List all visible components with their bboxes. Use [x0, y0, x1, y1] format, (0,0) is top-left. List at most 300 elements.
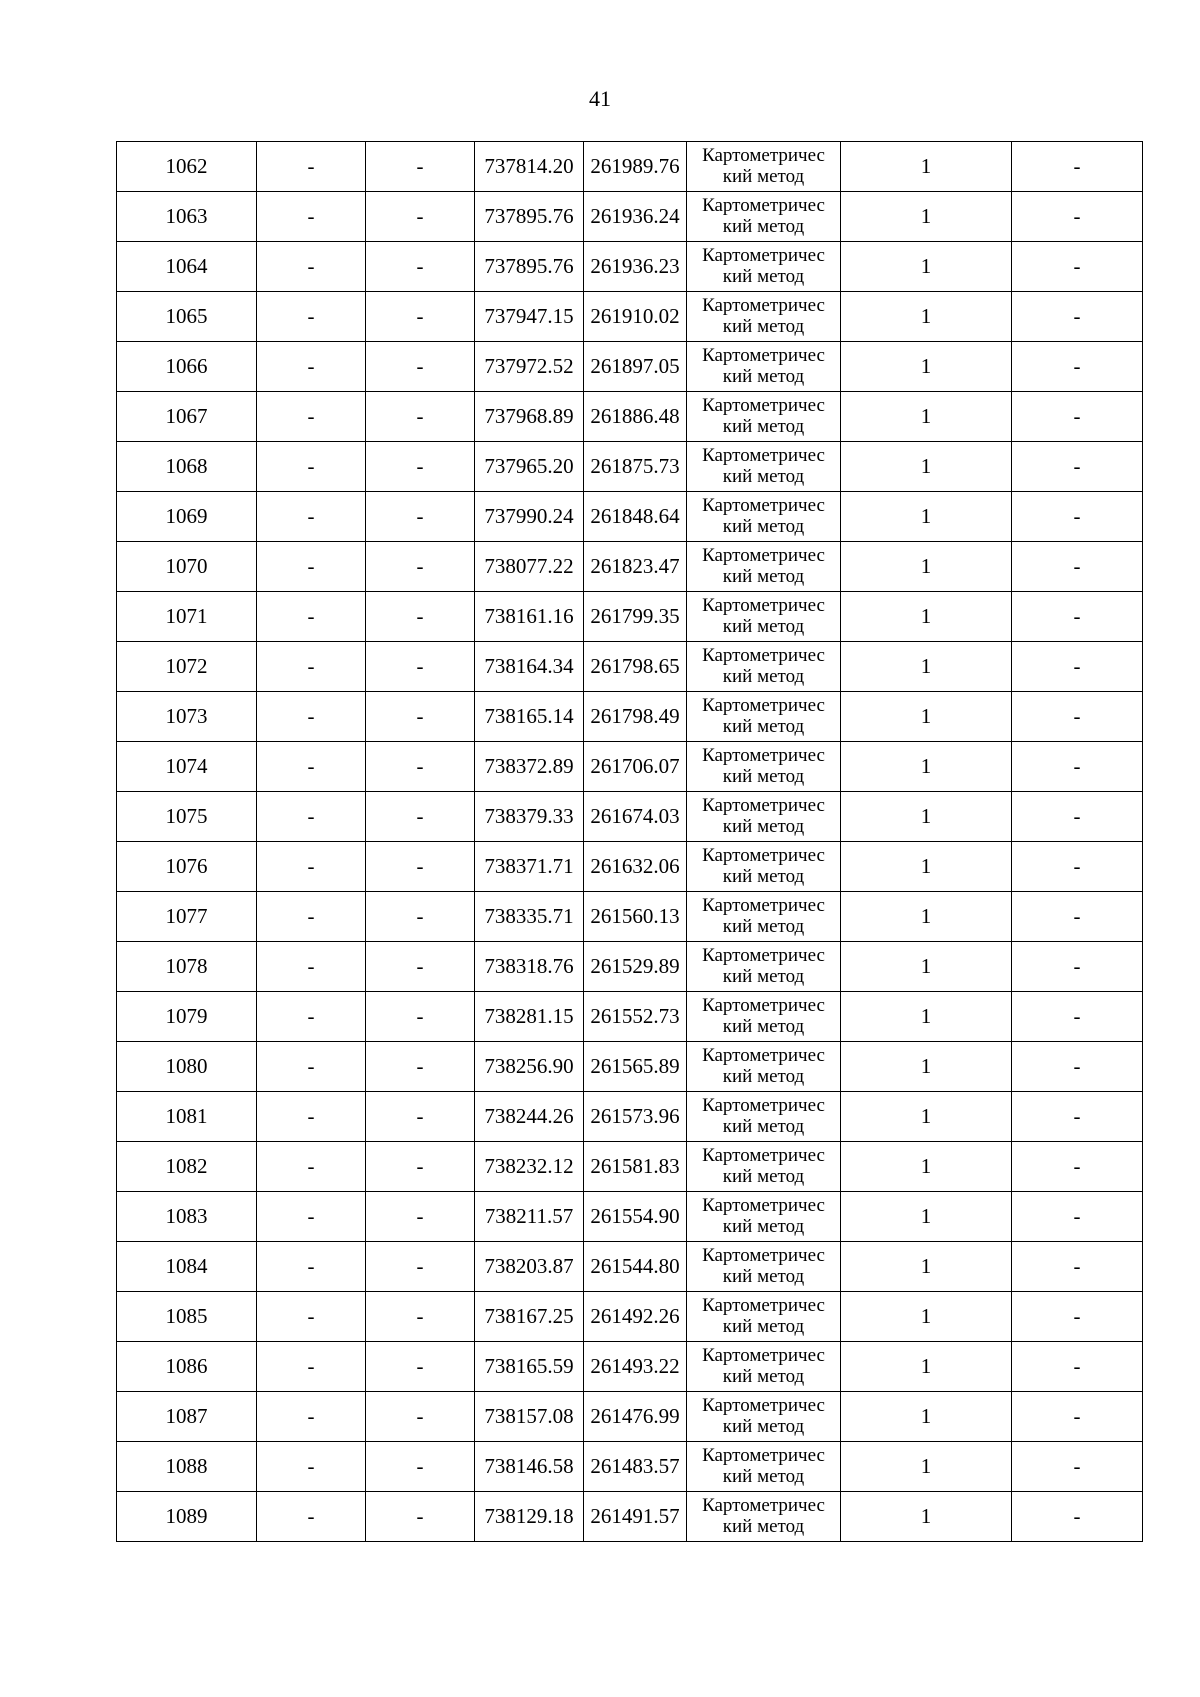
accuracy-cell: 1 — [841, 692, 1012, 742]
column-3-cell: - — [366, 1192, 475, 1242]
method-line: кий метод — [722, 1415, 805, 1437]
table-row — [117, 642, 1143, 692]
table-body — [117, 142, 1143, 1542]
point-number-cell: 1083 — [117, 1192, 257, 1242]
column-8-cell: - — [1012, 1242, 1143, 1292]
method-line: Картометричес — [702, 644, 825, 666]
method-line: Картометричес — [702, 1094, 825, 1116]
method-cell — [687, 1092, 841, 1142]
method-cell — [687, 1442, 841, 1492]
table-row — [117, 942, 1143, 992]
point-number-cell: 1075 — [117, 792, 257, 842]
method-line: Картометричес — [702, 144, 825, 166]
method-cell — [687, 592, 841, 642]
method-line: Картометричес — [702, 594, 825, 616]
coordinate-x-cell: 738372.89 — [475, 742, 584, 792]
column-8-cell: - — [1012, 342, 1143, 392]
column-8-cell: - — [1012, 1192, 1143, 1242]
method-line: Картометричес — [702, 1494, 825, 1516]
column-2-cell: - — [257, 492, 366, 542]
table-row — [117, 142, 1143, 192]
point-number-cell: 1070 — [117, 542, 257, 592]
method-line: кий метод — [722, 465, 805, 487]
coordinate-x-cell: 738077.22 — [475, 542, 584, 592]
point-number-cell: 1076 — [117, 842, 257, 892]
method-line: кий метод — [722, 215, 805, 237]
column-3-cell: - — [366, 142, 475, 192]
coordinate-y-cell: 261632.06 — [584, 842, 687, 892]
method-cell — [687, 642, 841, 692]
coordinate-y-cell: 261565.89 — [584, 1042, 687, 1092]
column-3-cell: - — [366, 1342, 475, 1392]
coordinate-x-cell: 738164.34 — [475, 642, 584, 692]
accuracy-cell: 1 — [841, 942, 1012, 992]
coordinate-x-cell: 738167.25 — [475, 1292, 584, 1342]
column-2-cell: - — [257, 292, 366, 342]
table-row — [117, 292, 1143, 342]
column-8-cell: - — [1012, 442, 1143, 492]
table-row — [117, 492, 1143, 542]
point-number-cell: 1078 — [117, 942, 257, 992]
method-cell — [687, 842, 841, 892]
method-line: кий метод — [722, 665, 805, 687]
table-row — [117, 542, 1143, 592]
coordinate-x-cell: 738203.87 — [475, 1242, 584, 1292]
page-number: 41 — [589, 86, 611, 111]
point-number-cell: 1089 — [117, 1492, 257, 1542]
point-number-cell: 1068 — [117, 442, 257, 492]
table-row — [117, 1492, 1143, 1542]
accuracy-cell: 1 — [841, 992, 1012, 1042]
coordinate-x-cell: 737972.52 — [475, 342, 584, 392]
column-3-cell: - — [366, 792, 475, 842]
coordinate-x-cell: 738371.71 — [475, 842, 584, 892]
column-2-cell: - — [257, 1042, 366, 1092]
table-row — [117, 1042, 1143, 1092]
accuracy-cell: 1 — [841, 542, 1012, 592]
column-2-cell: - — [257, 542, 366, 592]
coordinate-x-cell: 738318.76 — [475, 942, 584, 992]
coordinate-y-cell: 261936.24 — [584, 192, 687, 242]
method-line: кий метод — [722, 965, 805, 987]
column-8-cell: - — [1012, 642, 1143, 692]
coordinate-x-cell: 737895.76 — [475, 192, 584, 242]
column-3-cell: - — [366, 692, 475, 742]
coordinate-y-cell: 261492.26 — [584, 1292, 687, 1342]
method-line: Картометричес — [702, 844, 825, 866]
coordinate-x-cell: 737814.20 — [475, 142, 584, 192]
coordinate-y-cell: 261936.23 — [584, 242, 687, 292]
column-3-cell: - — [366, 442, 475, 492]
table-row — [117, 592, 1143, 642]
column-8-cell: - — [1012, 692, 1143, 742]
coordinate-y-cell: 261573.96 — [584, 1092, 687, 1142]
column-8-cell: - — [1012, 492, 1143, 542]
coordinate-y-cell: 261897.05 — [584, 342, 687, 392]
method-line: кий метод — [722, 1365, 805, 1387]
column-3-cell: - — [366, 292, 475, 342]
column-3-cell: - — [366, 1092, 475, 1142]
column-2-cell: - — [257, 392, 366, 442]
point-number-cell: 1080 — [117, 1042, 257, 1092]
method-cell — [687, 242, 841, 292]
method-line: кий метод — [722, 1265, 805, 1287]
coordinate-y-cell: 261491.57 — [584, 1492, 687, 1542]
point-number-cell: 1087 — [117, 1392, 257, 1442]
point-number-cell: 1071 — [117, 592, 257, 642]
column-2-cell: - — [257, 1292, 366, 1342]
column-2-cell: - — [257, 342, 366, 392]
point-number-cell: 1088 — [117, 1442, 257, 1492]
method-line: кий метод — [722, 1115, 805, 1137]
accuracy-cell: 1 — [841, 342, 1012, 392]
column-2-cell: - — [257, 592, 366, 642]
coordinate-x-cell: 738379.33 — [475, 792, 584, 842]
table-row — [117, 992, 1143, 1042]
accuracy-cell: 1 — [841, 1342, 1012, 1392]
table-row — [117, 342, 1143, 392]
coordinate-x-cell: 738244.26 — [475, 1092, 584, 1142]
method-cell — [687, 292, 841, 342]
coordinate-y-cell: 261544.80 — [584, 1242, 687, 1292]
coordinate-x-cell: 738146.58 — [475, 1442, 584, 1492]
column-2-cell: - — [257, 442, 366, 492]
coordinate-x-cell: 738256.90 — [475, 1042, 584, 1092]
coordinate-y-cell: 261483.57 — [584, 1442, 687, 1492]
accuracy-cell: 1 — [841, 1192, 1012, 1242]
coordinate-y-cell: 261581.83 — [584, 1142, 687, 1192]
method-line: Картометричес — [702, 494, 825, 516]
coordinate-y-cell: 261552.73 — [584, 992, 687, 1042]
method-cell — [687, 1392, 841, 1442]
column-2-cell: - — [257, 1142, 366, 1192]
point-number-cell: 1066 — [117, 342, 257, 392]
table-row — [117, 1242, 1143, 1292]
method-cell — [687, 142, 841, 192]
accuracy-cell: 1 — [841, 792, 1012, 842]
accuracy-cell: 1 — [841, 442, 1012, 492]
column-2-cell: - — [257, 742, 366, 792]
table-row — [117, 192, 1143, 242]
point-number-cell: 1077 — [117, 892, 257, 942]
accuracy-cell: 1 — [841, 592, 1012, 642]
column-8-cell: - — [1012, 942, 1143, 992]
method-line: кий метод — [722, 1315, 805, 1337]
method-cell — [687, 192, 841, 242]
table-row — [117, 1342, 1143, 1392]
method-cell — [687, 742, 841, 792]
method-line: кий метод — [722, 265, 805, 287]
point-number-cell: 1084 — [117, 1242, 257, 1292]
point-number-cell: 1065 — [117, 292, 257, 342]
method-line: Картометричес — [702, 1144, 825, 1166]
method-line: Картометричес — [702, 794, 825, 816]
point-number-cell: 1079 — [117, 992, 257, 1042]
coordinate-y-cell: 261848.64 — [584, 492, 687, 542]
table-row — [117, 392, 1143, 442]
column-3-cell: - — [366, 1492, 475, 1542]
method-line: кий метод — [722, 765, 805, 787]
method-line: Картометричес — [702, 544, 825, 566]
column-8-cell: - — [1012, 892, 1143, 942]
method-line: Картометричес — [702, 1394, 825, 1416]
point-number-cell: 1064 — [117, 242, 257, 292]
method-cell — [687, 1192, 841, 1242]
coordinate-y-cell: 261529.89 — [584, 942, 687, 992]
column-3-cell: - — [366, 642, 475, 692]
method-cell — [687, 1342, 841, 1392]
coordinate-y-cell: 261798.65 — [584, 642, 687, 692]
column-2-cell: - — [257, 192, 366, 242]
accuracy-cell: 1 — [841, 1442, 1012, 1492]
coordinate-y-cell: 261823.47 — [584, 542, 687, 592]
coordinate-x-cell: 738157.08 — [475, 1392, 584, 1442]
column-8-cell: - — [1012, 392, 1143, 442]
table-row — [117, 1442, 1143, 1492]
method-line: кий метод — [722, 1215, 805, 1237]
method-line: кий метод — [722, 715, 805, 737]
accuracy-cell: 1 — [841, 842, 1012, 892]
method-line: кий метод — [722, 365, 805, 387]
column-8-cell: - — [1012, 842, 1143, 892]
method-cell — [687, 1042, 841, 1092]
coordinate-y-cell: 261910.02 — [584, 292, 687, 342]
column-2-cell: - — [257, 1242, 366, 1292]
method-line: кий метод — [722, 515, 805, 537]
method-line: Картометричес — [702, 894, 825, 916]
method-line: кий метод — [722, 865, 805, 887]
accuracy-cell: 1 — [841, 1092, 1012, 1142]
method-line: Картометричес — [702, 694, 825, 716]
table-row — [117, 892, 1143, 942]
coordinates-table — [116, 141, 1143, 1542]
method-line: кий метод — [722, 1165, 805, 1187]
column-2-cell: - — [257, 642, 366, 692]
method-cell — [687, 1242, 841, 1292]
column-2-cell: - — [257, 1442, 366, 1492]
method-line: Картометричес — [702, 244, 825, 266]
table-row — [117, 1192, 1143, 1242]
coordinate-y-cell: 261476.99 — [584, 1392, 687, 1442]
column-8-cell: - — [1012, 542, 1143, 592]
column-2-cell: - — [257, 842, 366, 892]
column-3-cell: - — [366, 492, 475, 542]
coordinate-x-cell: 738211.57 — [475, 1192, 584, 1242]
column-2-cell: - — [257, 242, 366, 292]
coordinate-y-cell: 261674.03 — [584, 792, 687, 842]
coordinate-y-cell: 261886.48 — [584, 392, 687, 442]
method-cell — [687, 692, 841, 742]
column-3-cell: - — [366, 392, 475, 442]
accuracy-cell: 1 — [841, 392, 1012, 442]
column-2-cell: - — [257, 1192, 366, 1242]
accuracy-cell: 1 — [841, 1142, 1012, 1192]
column-2-cell: - — [257, 142, 366, 192]
column-3-cell: - — [366, 992, 475, 1042]
coordinate-y-cell: 261875.73 — [584, 442, 687, 492]
method-line: кий метод — [722, 1515, 805, 1537]
table-row — [117, 1092, 1143, 1142]
accuracy-cell: 1 — [841, 1292, 1012, 1342]
column-8-cell: - — [1012, 1342, 1143, 1392]
accuracy-cell: 1 — [841, 1392, 1012, 1442]
accuracy-cell: 1 — [841, 242, 1012, 292]
column-3-cell: - — [366, 342, 475, 392]
column-3-cell: - — [366, 1042, 475, 1092]
point-number-cell: 1073 — [117, 692, 257, 742]
method-cell — [687, 892, 841, 942]
column-8-cell: - — [1012, 1292, 1143, 1342]
column-2-cell: - — [257, 1342, 366, 1392]
accuracy-cell: 1 — [841, 892, 1012, 942]
column-3-cell: - — [366, 1392, 475, 1442]
coordinate-x-cell: 738129.18 — [475, 1492, 584, 1542]
coordinate-x-cell: 737990.24 — [475, 492, 584, 542]
method-cell — [687, 1142, 841, 1192]
column-2-cell: - — [257, 692, 366, 742]
table-row — [117, 842, 1143, 892]
method-cell — [687, 542, 841, 592]
method-line: кий метод — [722, 415, 805, 437]
column-8-cell: - — [1012, 192, 1143, 242]
column-8-cell: - — [1012, 742, 1143, 792]
coordinate-x-cell: 738165.14 — [475, 692, 584, 742]
column-2-cell: - — [257, 1092, 366, 1142]
coordinate-x-cell: 737895.76 — [475, 242, 584, 292]
method-line: кий метод — [722, 1015, 805, 1037]
method-line: Картометричес — [702, 944, 825, 966]
coordinate-y-cell: 261799.35 — [584, 592, 687, 642]
method-line: кий метод — [722, 915, 805, 937]
point-number-cell: 1082 — [117, 1142, 257, 1192]
column-3-cell: - — [366, 242, 475, 292]
column-2-cell: - — [257, 1392, 366, 1442]
accuracy-cell: 1 — [841, 292, 1012, 342]
column-8-cell: - — [1012, 792, 1143, 842]
column-3-cell: - — [366, 1442, 475, 1492]
column-3-cell: - — [366, 1142, 475, 1192]
coordinate-y-cell: 261560.13 — [584, 892, 687, 942]
point-number-cell: 1072 — [117, 642, 257, 692]
column-8-cell: - — [1012, 592, 1143, 642]
method-line: Картометричес — [702, 744, 825, 766]
method-cell — [687, 392, 841, 442]
accuracy-cell: 1 — [841, 192, 1012, 242]
method-line: кий метод — [722, 1065, 805, 1087]
coordinate-x-cell: 738161.16 — [475, 592, 584, 642]
method-line: Картометричес — [702, 1344, 825, 1366]
coordinate-x-cell: 738165.59 — [475, 1342, 584, 1392]
accuracy-cell: 1 — [841, 1042, 1012, 1092]
coordinate-y-cell: 261989.76 — [584, 142, 687, 192]
column-2-cell: - — [257, 892, 366, 942]
column-3-cell: - — [366, 592, 475, 642]
method-line: кий метод — [722, 815, 805, 837]
method-cell — [687, 492, 841, 542]
accuracy-cell: 1 — [841, 142, 1012, 192]
column-2-cell: - — [257, 992, 366, 1042]
table-row — [117, 1292, 1143, 1342]
column-8-cell: - — [1012, 1492, 1143, 1542]
accuracy-cell: 1 — [841, 642, 1012, 692]
table-row — [117, 692, 1143, 742]
column-3-cell: - — [366, 542, 475, 592]
column-8-cell: - — [1012, 292, 1143, 342]
method-line: кий метод — [722, 565, 805, 587]
column-8-cell: - — [1012, 1442, 1143, 1492]
accuracy-cell: 1 — [841, 1242, 1012, 1292]
point-number-cell: 1085 — [117, 1292, 257, 1342]
table-row — [117, 1392, 1143, 1442]
method-cell — [687, 342, 841, 392]
coordinate-y-cell: 261554.90 — [584, 1192, 687, 1242]
point-number-cell: 1086 — [117, 1342, 257, 1392]
column-8-cell: - — [1012, 142, 1143, 192]
method-cell — [687, 792, 841, 842]
method-cell — [687, 1492, 841, 1542]
point-number-cell: 1074 — [117, 742, 257, 792]
column-3-cell: - — [366, 1242, 475, 1292]
coordinate-x-cell: 738281.15 — [475, 992, 584, 1042]
point-number-cell: 1062 — [117, 142, 257, 192]
column-2-cell: - — [257, 942, 366, 992]
coordinate-x-cell: 738335.71 — [475, 892, 584, 942]
column-8-cell: - — [1012, 1142, 1143, 1192]
point-number-cell: 1081 — [117, 1092, 257, 1142]
coordinate-x-cell: 737968.89 — [475, 392, 584, 442]
table-row — [117, 442, 1143, 492]
method-line: Картометричес — [702, 1044, 825, 1066]
method-line: Картометричес — [702, 1444, 825, 1466]
column-3-cell: - — [366, 942, 475, 992]
method-cell — [687, 942, 841, 992]
method-line: Картометричес — [702, 994, 825, 1016]
coordinate-x-cell: 738232.12 — [475, 1142, 584, 1192]
column-3-cell: - — [366, 892, 475, 942]
column-8-cell: - — [1012, 1042, 1143, 1092]
point-number-cell: 1069 — [117, 492, 257, 542]
table-row — [117, 242, 1143, 292]
column-3-cell: - — [366, 192, 475, 242]
coordinate-y-cell: 261493.22 — [584, 1342, 687, 1392]
point-number-cell: 1067 — [117, 392, 257, 442]
method-line: Картометричес — [702, 344, 825, 366]
column-8-cell: - — [1012, 992, 1143, 1042]
method-line: Картометричес — [702, 1244, 825, 1266]
method-line: Картометричес — [702, 1194, 825, 1216]
column-8-cell: - — [1012, 242, 1143, 292]
column-8-cell: - — [1012, 1392, 1143, 1442]
table-row — [117, 792, 1143, 842]
accuracy-cell: 1 — [841, 742, 1012, 792]
method-line: Картометричес — [702, 1294, 825, 1316]
method-cell — [687, 442, 841, 492]
method-line: кий метод — [722, 165, 805, 187]
column-3-cell: - — [366, 742, 475, 792]
column-2-cell: - — [257, 1492, 366, 1542]
coordinate-x-cell: 737947.15 — [475, 292, 584, 342]
coordinate-y-cell: 261706.07 — [584, 742, 687, 792]
method-line: Картометричес — [702, 444, 825, 466]
method-line: кий метод — [722, 615, 805, 637]
column-2-cell: - — [257, 792, 366, 842]
column-3-cell: - — [366, 1292, 475, 1342]
coordinate-x-cell: 737965.20 — [475, 442, 584, 492]
column-3-cell: - — [366, 842, 475, 892]
method-line: Картометричес — [702, 194, 825, 216]
method-line: кий метод — [722, 315, 805, 337]
method-cell — [687, 1292, 841, 1342]
